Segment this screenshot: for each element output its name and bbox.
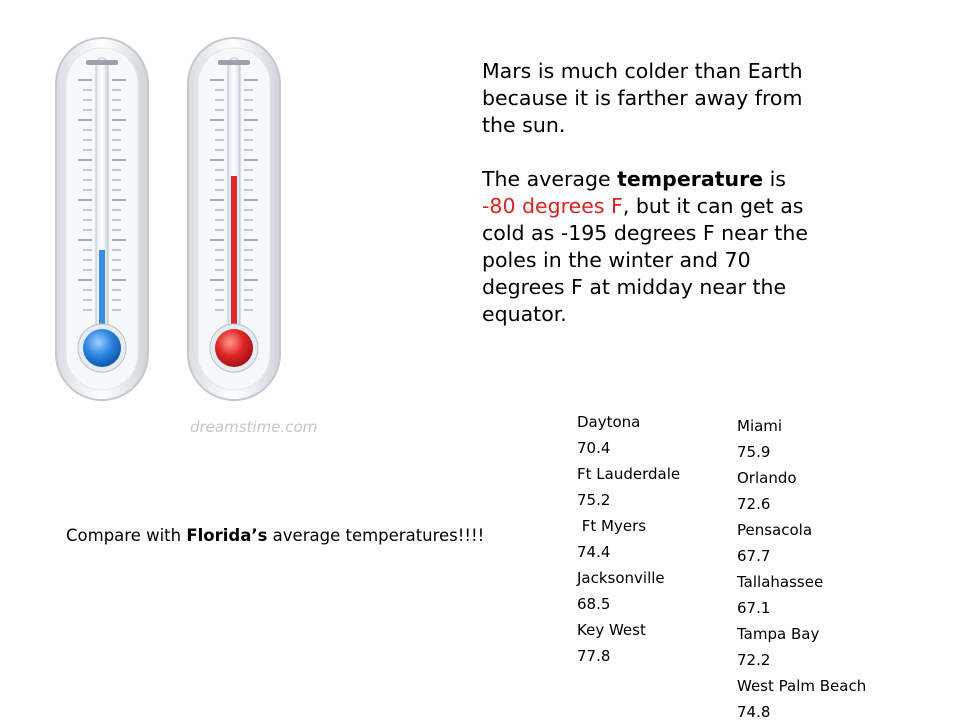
list-item — [737, 517, 907, 569]
florida-compare-caption — [66, 526, 484, 545]
city-name: Ft Myers — [577, 517, 647, 535]
city-temperature: 67.1 — [737, 599, 771, 617]
city-temperature: 70.4 — [577, 439, 611, 457]
list-item — [577, 565, 747, 617]
list-item — [577, 461, 747, 513]
city-name: Orlando — [737, 469, 797, 487]
mars-average-temperature — [482, 166, 822, 328]
thermometer-icon — [56, 38, 148, 400]
city-temperature: 75.9 — [737, 443, 771, 461]
thermometer-icon — [188, 38, 280, 400]
city-temperature: 74.4 — [577, 543, 611, 561]
compare-prefix: Compare with — [66, 526, 187, 545]
city-name: Tampa Bay — [737, 625, 820, 643]
city-name: Miami — [737, 417, 783, 435]
city-name: Pensacola — [737, 521, 813, 539]
list-item — [737, 413, 907, 465]
compare-suffix: average temperatures!!!! — [267, 526, 485, 545]
city-temperature: 77.8 — [577, 647, 611, 665]
city-name: Key West — [577, 621, 646, 639]
average-temperature-value: -80 degrees F — [482, 194, 623, 218]
list-item — [577, 409, 747, 461]
mars-intro: Mars is much colder than Earth because it is farther away from the sun. — [482, 59, 803, 137]
city-name: Tallahassee — [737, 573, 824, 591]
list-item — [737, 621, 907, 673]
city-temperature: 72.6 — [737, 495, 771, 513]
avg-prefix: The average — [482, 167, 618, 191]
avg-is: is — [763, 167, 786, 191]
mars-description — [482, 58, 822, 328]
watermark-text: dreamstime.com — [190, 418, 318, 436]
florida-city-list-left — [577, 409, 747, 669]
temperature-keyword: temperature — [617, 167, 764, 191]
list-item — [737, 465, 907, 517]
florida-city-list-right — [737, 413, 907, 725]
city-temperature: 68.5 — [577, 595, 611, 613]
city-name: Ft Lauderdale — [577, 465, 681, 483]
city-name: West Palm Beach — [737, 677, 867, 695]
city-name: Jacksonville — [577, 569, 665, 587]
list-item — [737, 673, 907, 725]
paragraph-gap — [482, 139, 822, 166]
city-temperature: 75.2 — [577, 491, 611, 509]
list-item — [577, 617, 747, 669]
avg-rest: , but it can get as cold as -195 degrees F near the poles in the winter and 70 degrees F at midday near the equator. — [482, 194, 808, 326]
city-temperature: 72.2 — [737, 651, 771, 669]
florida-keyword: Florida’s — [186, 526, 268, 545]
city-temperature: 67.7 — [737, 547, 771, 565]
list-item — [737, 569, 907, 621]
thermometers-illustration — [0, 0, 420, 460]
list-item — [577, 513, 747, 565]
city-temperature: 74.8 — [737, 703, 771, 721]
city-name: Daytona — [577, 413, 641, 431]
